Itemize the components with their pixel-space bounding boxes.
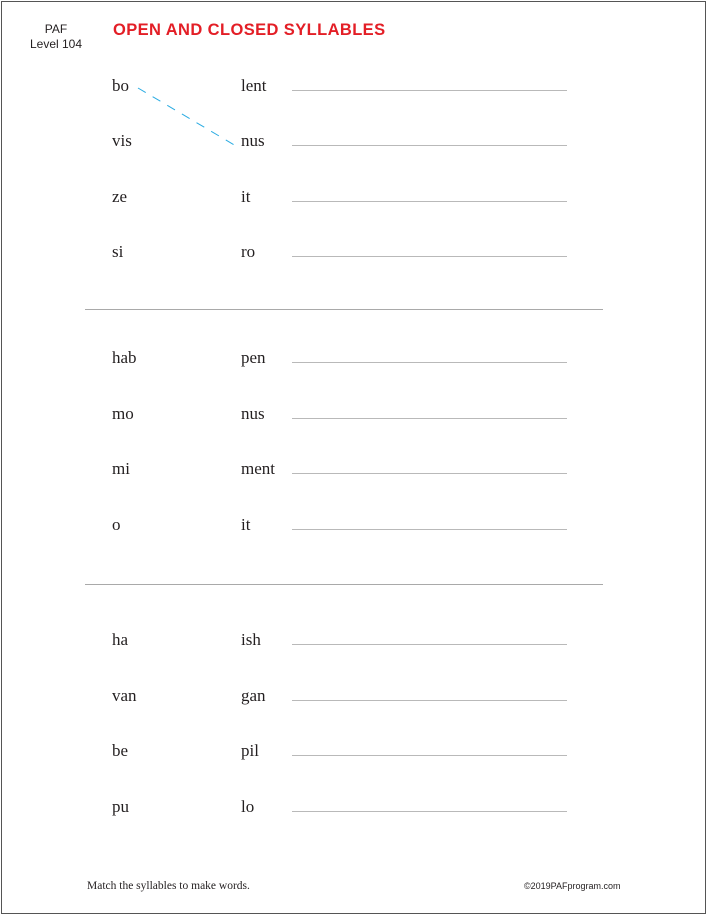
first-syllable: o bbox=[112, 515, 121, 534]
first-syllable: mo bbox=[112, 404, 134, 423]
first-syllable: pu bbox=[112, 797, 129, 816]
answer-line[interactable] bbox=[292, 811, 567, 812]
answer-line[interactable] bbox=[292, 473, 567, 474]
first-syllable: van bbox=[112, 686, 137, 705]
answer-line[interactable] bbox=[292, 755, 567, 756]
first-syllable: si bbox=[112, 242, 124, 261]
first-syllable: hab bbox=[112, 348, 137, 367]
first-syllable: ze bbox=[112, 187, 128, 206]
level-number: Level 104 bbox=[29, 37, 83, 51]
section-divider bbox=[85, 584, 603, 585]
second-syllable: it bbox=[241, 515, 251, 534]
second-syllable: pen bbox=[241, 348, 266, 367]
answer-line[interactable] bbox=[292, 700, 567, 701]
program-name: PAF bbox=[44, 22, 68, 36]
second-syllable: ish bbox=[241, 630, 261, 649]
second-syllable: ment bbox=[241, 459, 275, 478]
first-syllable: vis bbox=[112, 131, 132, 150]
syllable-row bbox=[0, 459, 709, 515]
second-syllable: lo bbox=[241, 797, 255, 816]
syllable-row bbox=[0, 797, 709, 853]
first-syllable: be bbox=[112, 741, 129, 760]
second-syllable: gan bbox=[241, 686, 266, 705]
answer-line[interactable] bbox=[292, 362, 567, 363]
second-syllable: ro bbox=[241, 242, 256, 261]
answer-line[interactable] bbox=[292, 644, 567, 645]
example-match-dashed-line bbox=[138, 88, 236, 146]
answer-line[interactable] bbox=[292, 529, 567, 530]
first-syllable: ha bbox=[112, 630, 129, 649]
syllable-row bbox=[0, 741, 709, 797]
copyright-text: ©2019PAFprogram.com bbox=[524, 881, 621, 891]
syllable-row bbox=[0, 515, 709, 571]
second-syllable: nus bbox=[241, 131, 265, 150]
answer-line[interactable] bbox=[292, 418, 567, 419]
instructions-text: Match the syllables to make words. bbox=[87, 880, 250, 892]
second-syllable: nus bbox=[241, 404, 265, 423]
syllable-row bbox=[0, 686, 709, 742]
page-title: OPEN AND CLOSED SYLLABLES bbox=[113, 21, 386, 39]
section-divider bbox=[85, 309, 603, 310]
syllable-row bbox=[0, 630, 709, 686]
second-syllable: pil bbox=[241, 741, 259, 760]
syllable-row bbox=[0, 404, 709, 460]
second-syllable: it bbox=[241, 187, 251, 206]
second-syllable: lent bbox=[241, 76, 267, 95]
syllable-row bbox=[0, 348, 709, 404]
first-syllable: mi bbox=[112, 459, 130, 478]
first-syllable: bo bbox=[112, 76, 129, 95]
